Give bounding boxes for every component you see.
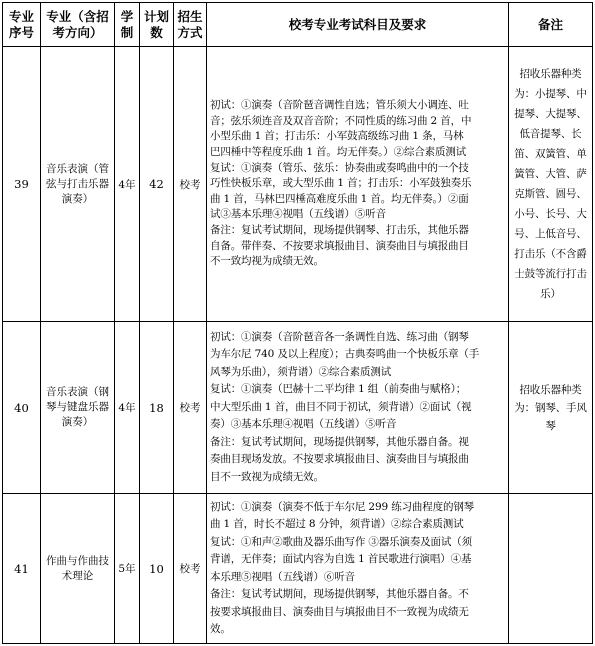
requirement-line: 中大型乐曲 1 首，曲目不同于初试，须背谱）②面试（视 (210, 400, 472, 413)
seq-cell: 39 (3, 47, 41, 322)
requirement-line: 备注：复试考试期间，现场提供钢琴，其他乐器自备。不 (210, 588, 469, 600)
header-plan: 计划数 (140, 3, 174, 47)
requirement-line: 复试：①演奏（管乐、弦乐：协奏曲或奏鸣曲中的一个技 (210, 161, 469, 174)
method-cell: 校考 (174, 494, 207, 644)
requirement-line: 风琴为乐曲），须背谱）②综合素质测试 (210, 365, 392, 378)
requirement-line: 小型乐曲 1 首；打击乐：小军鼓高级练习曲 1 条，马林 (210, 130, 464, 143)
requirement-line: 复试：①演奏（巴赫十二平均律 1 组（前奏曲与赋格）； (210, 383, 467, 396)
seq-cell: 40 (3, 322, 41, 494)
plan-cell: 18 (140, 322, 174, 494)
table-row (3, 322, 593, 494)
requirement-line: 按要求填报曲目、演奏曲目与填报曲目不一致视为成绩无 (210, 605, 469, 618)
years-cell: 4年 (115, 322, 140, 494)
requirement-line: 备注：复试考试期间，现场提供钢琴，其他乐器自备。视 (210, 435, 469, 448)
requirement-line: 奏）③基本乐理④视唱（五线谱）⑤听音 (210, 418, 397, 431)
requirement-line: 目不一致视为成绩无效。 (210, 470, 324, 483)
admissions-table (2, 2, 593, 644)
notes-cell: 招收乐器种类为：小提琴、中提琴、大提琴、低音提琴、长笛、双簧管、单簧管、大管、萨克斯管、圆号、小号、长号、大号、上低音号、打击乐（不含爵士鼓等流行打击乐） (509, 47, 593, 322)
notes-cell (509, 494, 593, 644)
requirements-cell (207, 322, 509, 494)
requirement-line: 本乐理⑤视唱（五线谱）⑥听音 (210, 570, 355, 583)
major-cell: 音乐表演（管弦与打击乐器演奏） (41, 47, 115, 322)
requirement-line: 初试：①演奏（音阶琶音各一条调性自选、练习曲（钢琴 (210, 330, 469, 343)
requirement-line: 音；弦乐须连音及双音音阶；不同性质的练习曲 2 首，中 (210, 114, 472, 127)
requirement-line: 自备。带伴奏、不按要求填报曲目、演奏曲目与填报曲目 (210, 239, 469, 252)
requirement-line: 效。 (210, 623, 231, 635)
header-major: 专业（含招考方向） (41, 3, 115, 47)
requirement-line: 备注：复试考试期间，现场提供钢琴、打击乐，其他乐器 (210, 223, 469, 236)
requirement-line: 不一致均视为成绩无效。 (210, 255, 324, 268)
seq-cell: 41 (3, 494, 41, 644)
table-row (3, 47, 593, 322)
header-seq: 专业序号 (3, 3, 41, 47)
notes-cell: 招收乐器种类为：钢琴、手风琴 (509, 322, 593, 494)
requirements-cell (207, 494, 509, 644)
requirement-line: 背谱，无伴奏；面试内容为自选 1 首民歌进行演唱）④基 (210, 553, 472, 565)
plan-cell: 10 (140, 494, 174, 644)
requirement-line: 为车尔尼 740 及以上程度）；古典奏鸣曲一个快板乐章（手 (210, 348, 480, 361)
years-cell: 5年 (115, 494, 140, 644)
years-cell: 4年 (115, 47, 140, 322)
table-row (3, 494, 593, 644)
requirement-line: 复试：①和声②歌曲及器乐曲写作 ③器乐演奏及面试（须 (210, 535, 472, 548)
requirement-line: 巧性快板乐章，或大型乐曲 1 首；打击乐：小军鼓独奏乐 (210, 177, 472, 190)
header-row (3, 3, 593, 47)
header-notes: 备注 (509, 3, 593, 47)
major-cell: 音乐表演（钢琴与键盘乐器演奏） (41, 322, 115, 494)
requirement-line: 曲 1 首，时长不超过 8 分钟，须背谱）②综合素质测试 (210, 518, 464, 530)
header-requirements: 校考专业考试科目及要求 (207, 3, 509, 47)
header-method: 招生方式 (174, 3, 207, 47)
header-years: 学制 (115, 3, 140, 47)
requirement-line: 初试：①演奏（演奏不低于车尔尼 299 练习曲程度的钢琴 (210, 500, 475, 513)
requirement-line: 初试：①演奏（音阶琶音调性自选；管乐须大小调连、吐 (210, 99, 469, 112)
requirement-line: 奏曲目现场发放。不按要求填报曲目、演奏曲目与填报曲 (210, 453, 469, 466)
requirement-line: 曲 1 首，马林巴四棰高难度乐曲 1 首。均无伴奏。）②面 (210, 192, 469, 205)
requirement-line: 巴四棰中等程度乐曲 1 首。均无伴奏。）②综合素质测试 (210, 146, 467, 159)
requirement-line: 试③基本乐理④视唱（五线谱）⑤听音 (210, 208, 386, 221)
plan-cell: 42 (140, 47, 174, 322)
requirements-cell (207, 47, 509, 322)
major-cell: 作曲与作曲技术理论 (41, 494, 115, 644)
method-cell: 校考 (174, 322, 207, 494)
method-cell: 校考 (174, 47, 207, 322)
